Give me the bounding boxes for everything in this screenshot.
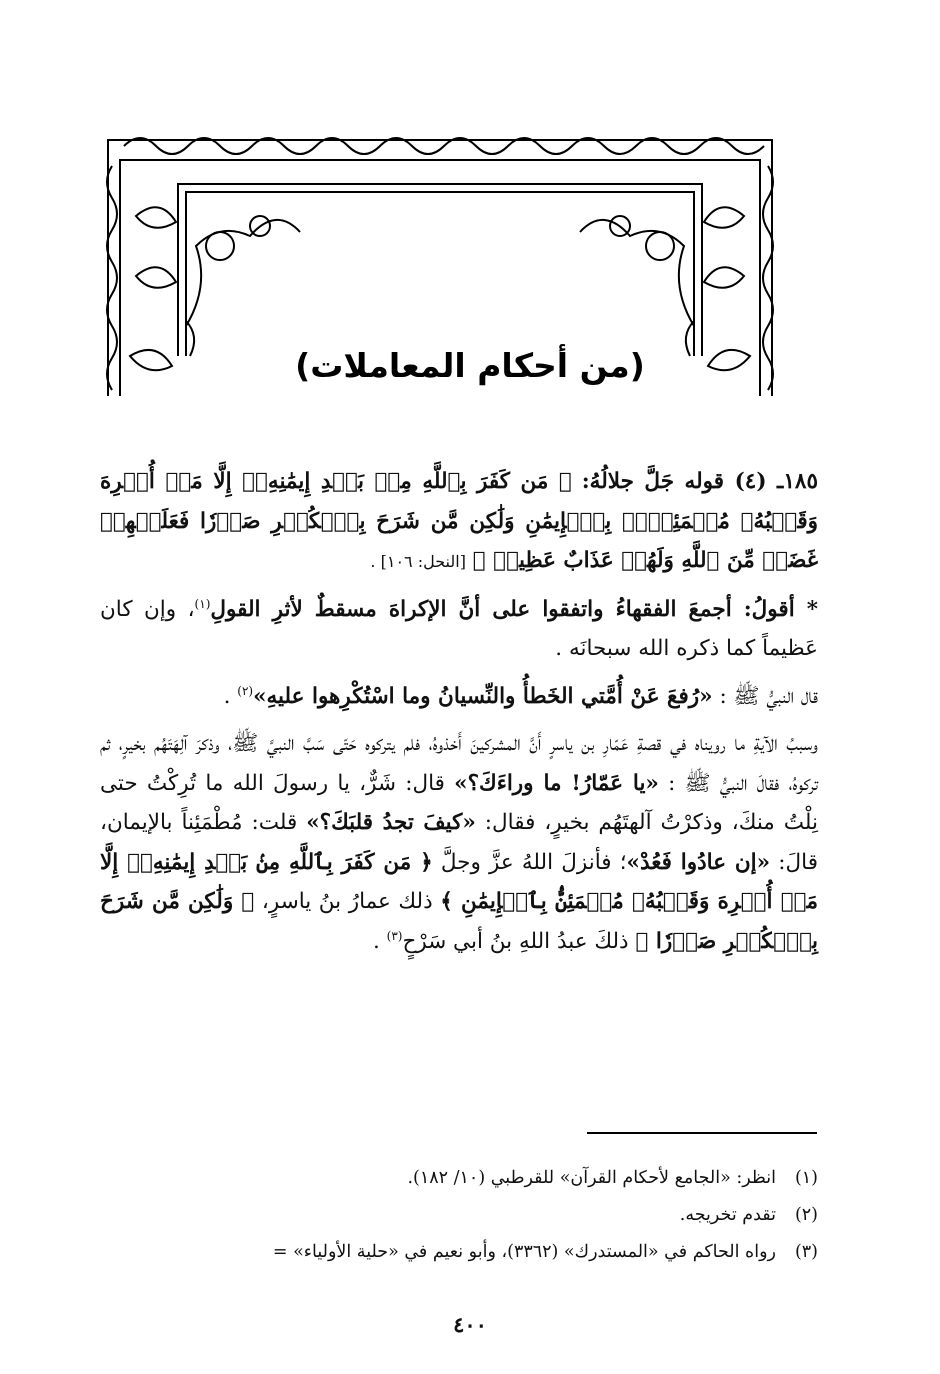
footnotes (100, 1160, 818, 1271)
paragraph-verse-185 (100, 462, 818, 582)
occasion-text-f: ذلكَ عبدُ اللهِ بنُ أبي سَرْحٍ (402, 928, 629, 954)
verse-reference: [النحل: ١٠٦] . (370, 552, 466, 571)
occasion-end: . (372, 928, 387, 954)
quran-verse-part-2: ﴿ وَلَٰكِن مَّن شَرَحَ بِٱلۡكُفۡرِ صَدۡرٗا ﴾ (100, 889, 818, 954)
occasion-text-b: قال: شَرٌّ، يا رسولَ الله ما تُرِكْتُ حتى نِلْتُ منكَ، وذكرْتُ آلهتَهُم بخيرٍ، فقال: (100, 770, 818, 835)
footnote-divider (587, 1132, 817, 1134)
footnote-text: تقدم تخريجه. (679, 1205, 776, 1225)
occasion-text-e: ذلك عمارُ بنُ ياسرٍ، (261, 889, 433, 914)
paragraph-hadith (100, 677, 818, 717)
footnote-number: (٢) (794, 1205, 818, 1225)
entry-lead: ١٨٥ـ (٤) قوله جَلَّ جلالُهُ: (581, 469, 818, 494)
page-number: ٤٠٠ (453, 1312, 487, 1337)
footnote-number: (٣) (794, 1242, 818, 1262)
footnote-item (100, 1197, 818, 1234)
hadith-text: «رُفعَ عَنْ أُمَّتي الخَطأُ والنِّسيانُ وما اسْتُكْرِهوا عليهِ» (253, 683, 713, 709)
comment-rest: ، وإن كان عَظيماً كما ذكره الله سبحانَه . (100, 596, 818, 661)
quran-verse: ﴿ مَن كَفَرَ بِٱللَّهِ مِنۢ بَعۡدِ إِيمَٰنِهِۦٓ إِلَّا مَنۡ أُكۡرِهَ وَقَلۡبُهُۥ مُطۡمَئِنُّۢ بِٱلۡإِيمَٰنِ وَلَٰكِن مَّن شَرَحَ بِٱلۡكُفۡرِ صَدۡرٗا فَعَلَيۡهِمۡ غَضَبٞ مِّنَ ٱللَّهِ وَلَهُمۡ عَذَابٌ عَظِيمٞ ﴾ (100, 469, 818, 573)
main-body (100, 462, 818, 969)
hadith-end: . (223, 683, 238, 709)
footnote-ref-1[interactable]: (١) (194, 596, 211, 611)
footnote-item (100, 1234, 818, 1271)
paragraph-comment (100, 590, 818, 669)
footnote-item (100, 1160, 818, 1197)
footnote-text: انظر: «الجامع لأحكام القرآن» للقرطبي (١٠/ ١٨٢). (407, 1168, 776, 1188)
occasion-text-c: قلت: مُطْمَئِناً بالإيمان، قالَ: (100, 810, 818, 875)
comment-lead: * أقولُ: أجمعَ الفقهاءُ واتفقوا على أنَّ الإكراهَ مسقطٌ لأثرِ القولِ (210, 596, 818, 622)
footnote-text: رواه الحاكم في «المستدرك» (٣٣٦٢)، وأبو نعيم في «حلية الأولياء» = (272, 1242, 776, 1262)
paragraph-occasion (100, 724, 818, 961)
hadith-lead: قال النبيُّ ﷺ : (719, 683, 818, 709)
quote-return: «إن عادُوا فَعُدْ» (626, 849, 771, 875)
quote-ammar: «يا عَمّارُ! ما وراءَكَ؟» (454, 770, 659, 796)
occasion-text-a: وسببُ الآيةِ ما رويناه في قصةِ عَمّارِ بن ياسرٍ أَنَّ المشركينَ أَخذوهُ، فلم يتركوه حَتّى سَبَّ النبيَّ ﷺ، وذكرَ آلِهَتَهُم بخيرٍ، ثم تركوهُ، فقالَ النبيُّ ﷺ : (100, 731, 818, 796)
footnote-ref-3[interactable]: (٣) (386, 928, 403, 943)
chapter-title: (من أحكام المعاملات) (295, 346, 645, 385)
occasion-text-d: ؛ فأنزلَ اللهُ عزَّ وجلَّ (440, 849, 627, 875)
footnote-number: (١) (794, 1168, 818, 1188)
quran-verse-part-1: ﴿ مَن كَفَرَ بِٱللَّهِ مِنۢ بَعۡدِ إِيمَٰنِهِۦٓ إِلَّا مَنۡ أُكۡرِهَ وَقَلۡبُهُۥ مُطۡمَئِنُّۢ بِٱلۡإِيمَٰنِ ﴾ (100, 849, 819, 914)
quote-heart: «كيفَ تجدُ قلبَكَ؟» (306, 810, 476, 835)
footnote-ref-2[interactable]: (٢) (237, 683, 254, 698)
